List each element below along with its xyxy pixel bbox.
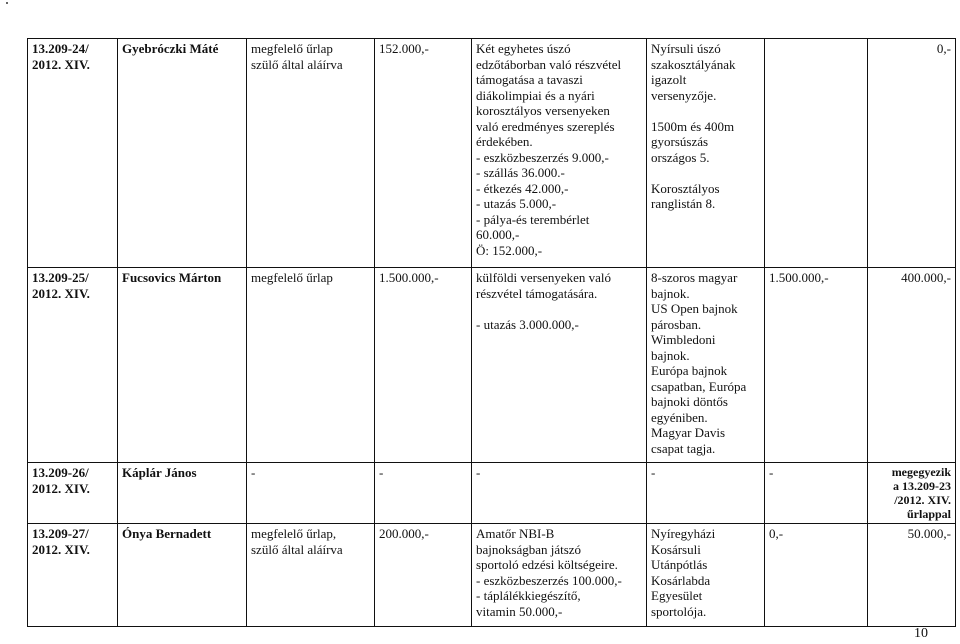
granted-note-cell: megegyezik a 13.209-23 /2012. XIV. űrlappal [868,463,956,524]
form-status-cell: megfelelő űrlap, szülő által aláírva [247,524,375,627]
table-row [28,39,956,268]
scan-speck [6,2,8,4]
case-number-cell: 13.209-27/ 2012. XIV. [28,524,118,627]
granted-amount: 50.000,- [868,524,956,627]
approved-amount: - [765,463,868,524]
table-row [28,463,956,524]
granted-amount: 400.000,- [868,268,956,463]
requested-amount: 1.500.000,- [375,268,472,463]
granted-amount: 0,- [868,39,956,268]
grant-table [27,38,956,627]
form-status-cell: megfelelő űrlap szülő által aláírva [247,39,375,268]
table-row [28,524,956,627]
purpose-cell: külföldi versenyeken való részvétel támogatására. - utazás 3.000.000,- [472,268,647,463]
table-row [28,268,956,463]
case-number-cell: 13.209-26/ 2012. XIV. [28,463,118,524]
results-cell: Nyírsuli úszó szakosztályának igazolt versenyzője. 1500m és 400m gyorsúszás országos 5. Korosztályos ranglistán 8. [647,39,765,268]
requested-amount: 152.000,- [375,39,472,268]
applicant-name: Gyebróczki Máté [118,39,247,268]
approved-amount [765,39,868,268]
results-cell: 8-szoros magyar bajnok. US Open bajnok párosban. Wimbledoni bajnok. Európa bajnok csapatban, Európa bajnoki döntős egyéniben. Magyar Davis csapat tagja. [647,268,765,463]
form-status-cell: - [247,463,375,524]
results-cell: Nyíregyházi Kosársuli Utánpótlás Kosárlabda Egyesület sportolója. [647,524,765,627]
purpose-cell: Amatőr NBI-B bajnokságban játszó sportoló edzési költségeire. - eszközbeszerzés 100.000,- - táplálékkiegészítő, vitamin 50.000,- [472,524,647,627]
form-status-cell: megfelelő űrlap [247,268,375,463]
case-number-cell: 13.209-24/ 2012. XIV. [28,39,118,268]
approved-amount: 0,- [765,524,868,627]
applicant-name: Káplár János [118,463,247,524]
results-cell: - [647,463,765,524]
approved-amount: 1.500.000,- [765,268,868,463]
applicant-name: Fucsovics Márton [118,268,247,463]
purpose-cell: - [472,463,647,524]
requested-amount: - [375,463,472,524]
requested-amount: 200.000,- [375,524,472,627]
page-number: 10 [914,626,928,641]
applicant-name: Ónya Bernadett [118,524,247,627]
purpose-cell: Két egyhetes úszó edzőtáborban való részvétel támogatása a tavaszi diákolimpiai és a nyári korosztályos versenyeken való eredményes szereplés érdekében. - eszközbeszerzés 9.000,- - szállás 36.000.- - étkezés 42.000,- - utazás 5.000,- - pálya-és terembérlet 60.000,- Ö: 152.000,- [472,39,647,268]
case-number-cell: 13.209-25/ 2012. XIV. [28,268,118,463]
